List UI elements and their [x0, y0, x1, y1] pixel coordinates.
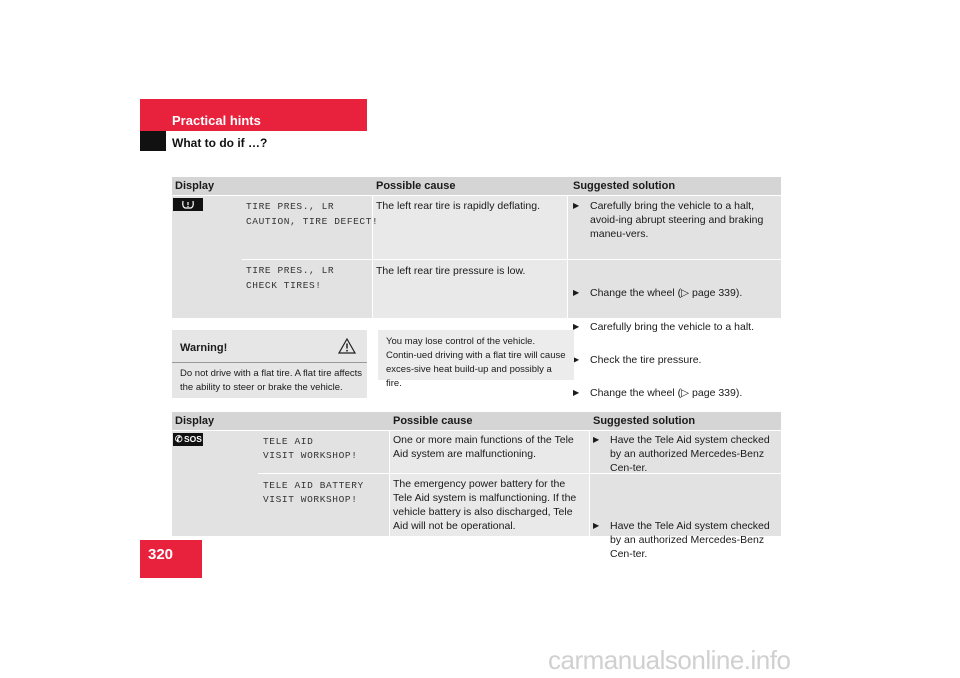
- solution-item: ▶ Change the wheel (▷ page 339).: [573, 386, 780, 400]
- warning-divider: [172, 362, 367, 363]
- column-header-solution: Suggested solution: [573, 180, 676, 192]
- cause-text: The left rear tire pressure is low.: [376, 265, 526, 277]
- header-marker: [140, 131, 166, 151]
- cause-text: The left rear tire is rapidly deflating.: [376, 200, 540, 212]
- display-message-line: TIRE PRES., LR: [246, 201, 335, 212]
- display-message-line: TIRE PRES., LR: [246, 265, 335, 276]
- cause-text: One or more main functions of the Tele Aid system are malfunctioning.: [393, 434, 574, 460]
- display-message-line: VISIT WORKSHOP!: [263, 450, 358, 461]
- section-title: Practical hints: [172, 113, 261, 128]
- cause-text: The emergency power battery for the Tele Aid system is malfunctioning. If the vehicle battery is also discharged, Tele Aid will not be operational.: [393, 478, 577, 532]
- display-message-line: TELE AID BATTERY: [263, 480, 364, 491]
- column-header-solution: Suggested solution: [593, 415, 696, 427]
- solution-item: ▶ Check the tire pressure.: [573, 353, 780, 367]
- warning-continued-text: You may lose control of the vehicle. Contin-ued driving with a flat tire will cause exces-sive heat build-up and possibly a fire.: [386, 336, 566, 389]
- solution-item: ▶ Carefully bring the vehicle to a halt.: [573, 320, 780, 334]
- cause-column: [373, 196, 567, 318]
- solution-item: ▶ Have the Tele Aid system checked by an authorized Mercedes-Benz Cen-ter.: [593, 519, 780, 561]
- tele-aid-table: [172, 412, 781, 560]
- display-message-line: CAUTION, TIRE DEFECT!: [246, 216, 379, 227]
- footer-watermark: carmanualsonline.info: [548, 645, 791, 675]
- display-message-line: TELE AID: [263, 436, 314, 447]
- warning-triangle-icon: [338, 338, 356, 354]
- solution-item: ▶ Have the Tele Aid system checked by an authorized Mercedes-Benz Cen-ter.: [593, 433, 780, 475]
- column-header-cause: Possible cause: [376, 180, 456, 192]
- display-message-line: VISIT WORKSHOP!: [263, 494, 358, 505]
- column-header-cause: Possible cause: [393, 415, 473, 427]
- tire-pressure-icon: [173, 198, 203, 211]
- section-subtitle: What to do if …?: [172, 136, 268, 150]
- column-header-display: Display: [175, 415, 215, 427]
- solution-item: ▶ Change the wheel (▷ page 339).: [573, 286, 780, 300]
- page-number: 320: [148, 546, 174, 563]
- warning-text: Do not drive with a flat tire. A flat tire affects the ability to steer or brake the vehicle.: [180, 368, 362, 393]
- display-message-line: CHECK TIRES!: [246, 280, 322, 291]
- tele-aid-sos-icon: ✆ SOS: [175, 434, 202, 444]
- column-header-display: Display: [175, 180, 215, 192]
- table-header-row: [172, 177, 781, 195]
- solution-item: ▶ Carefully bring the vehicle to a halt, avoid-ing abrupt steering and braking maneu-vers.: [573, 199, 780, 241]
- row-divider: [242, 259, 781, 260]
- warning-title: Warning!: [180, 342, 228, 354]
